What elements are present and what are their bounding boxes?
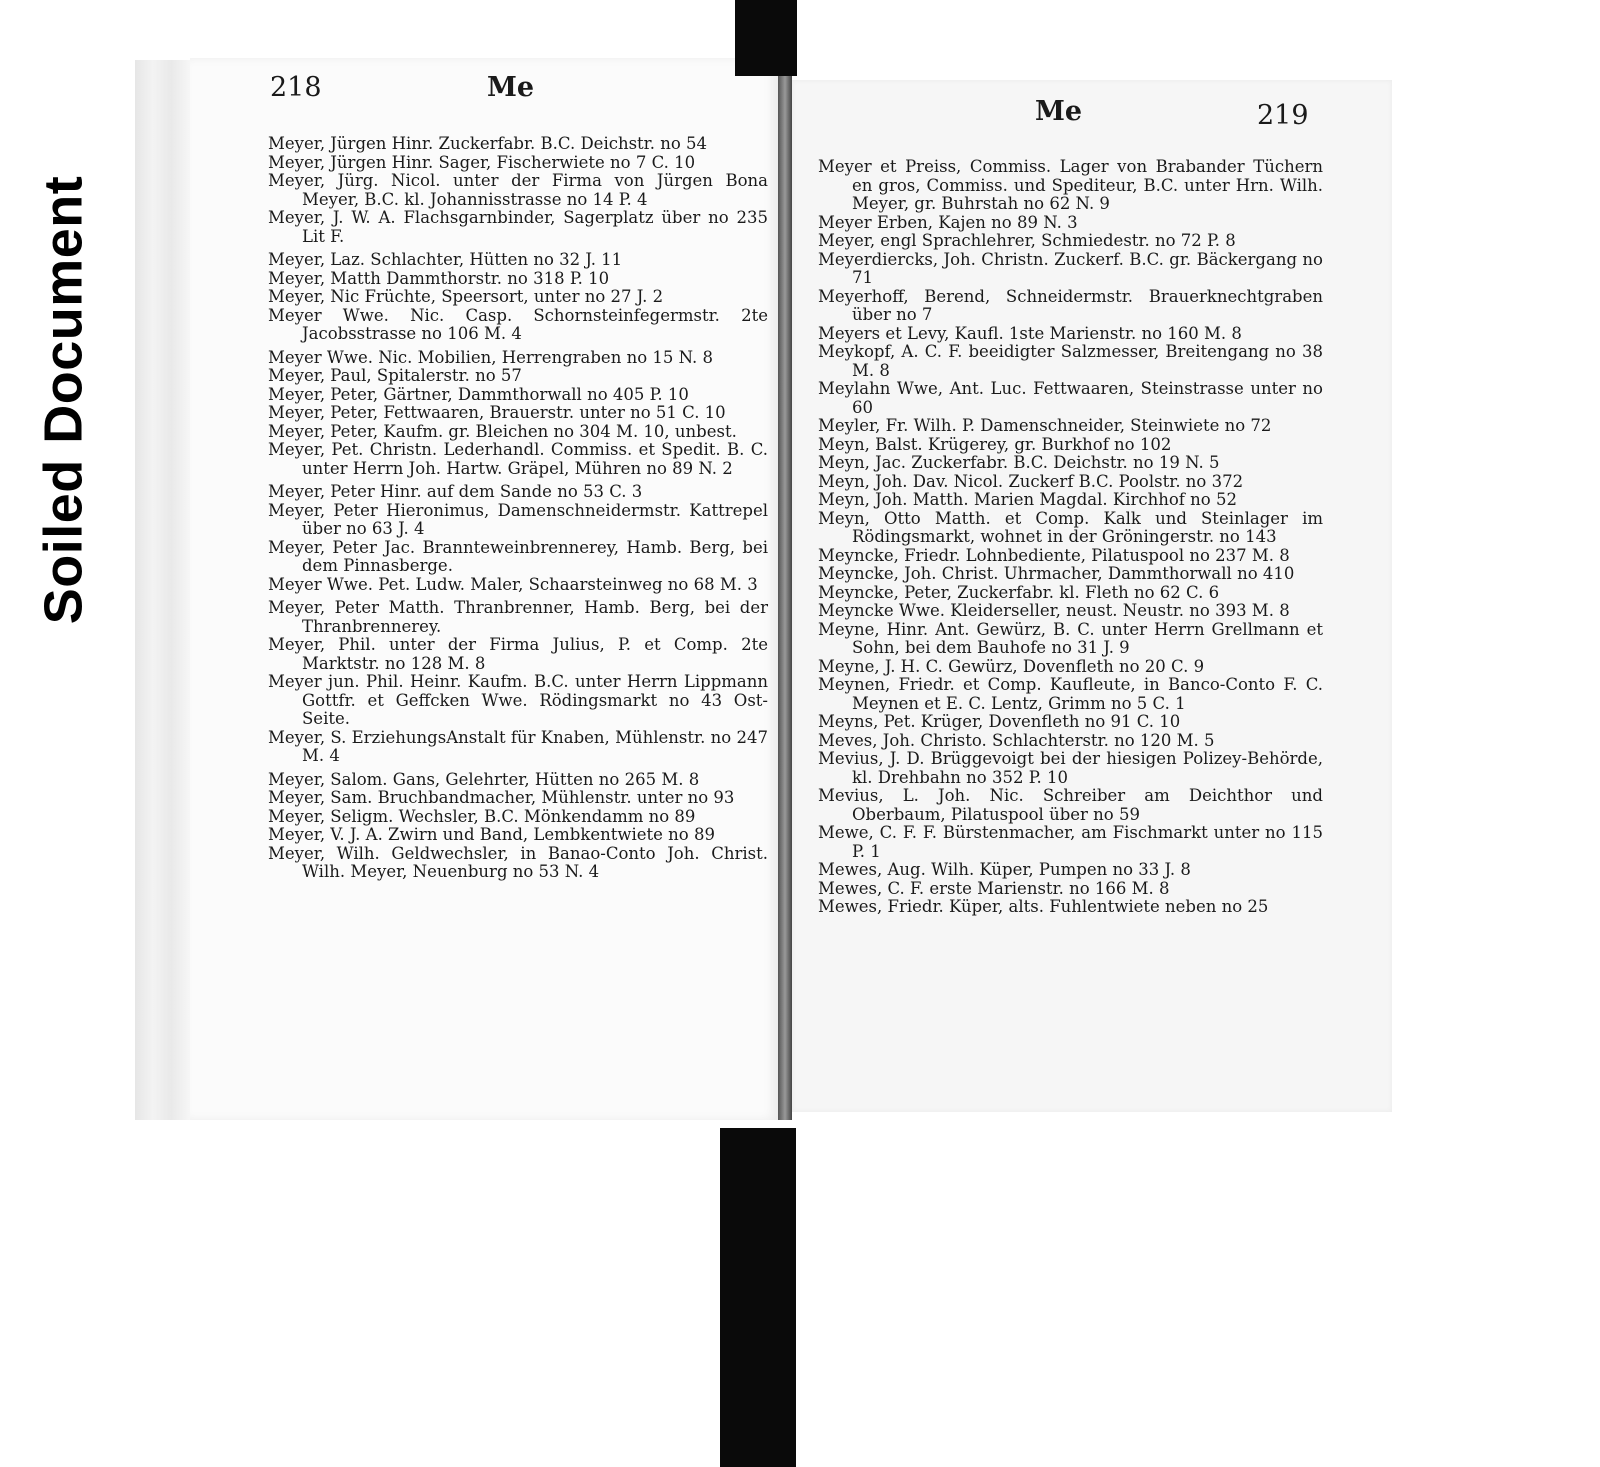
directory-entry: Meves, Joh. Christo. Schlachterstr. no 120 M. 5 <box>818 730 1215 750</box>
directory-entry: Meyncke, Joh. Christ. Uhrmacher, Dammthorwall no 410 <box>818 564 1295 583</box>
directory-entry: Meyer Wwe. Nic. Casp. Schornsteinfegermstr. 2te Jacobsstrasse no 106 M. 4 <box>268 305 768 343</box>
directory-entry: Meyn, Jac. Zuckerfabr. B.C. Deichstr. no 19 N. 5 <box>818 453 1220 472</box>
directory-entry: Meyer, Peter, Kaufm. gr. Bleichen no 304 M. 10, unbest. <box>268 421 737 441</box>
directory-entry: Meyler, Fr. Wilh. P. Damenschneider, Steinwiete no 72 <box>818 416 1272 435</box>
directory-entry: Meyns, Pet. Krüger, Dovenfleth no 91 C. 10 <box>818 712 1181 731</box>
directory-entry: Mewe, C. F. F. Bürstenmacher, am Fischmarkt unter no 115 P. 1 <box>818 823 1323 861</box>
directory-entry: Meyer, S. ErziehungsAnstalt für Knaben, Mühlenstr. no 247 M. 4 <box>268 727 768 765</box>
directory-entry: Meyer, Peter, Fettwaaren, Brauerstr. unter no 51 C. 10 <box>268 403 726 422</box>
directory-entry: Meyer, Sam. Bruchbandmacher, Mühlenstr. unter no 93 <box>268 788 735 807</box>
directory-entry: Meyne, J. H. C. Gewürz, Dovenfleth no 20 C. 9 <box>818 656 1205 676</box>
directory-entry: Mevius, J. D. Brüggevoigt bei der hiesigen Polizey-Behörde, kl. Drehbahn no 352 P. 10 <box>818 749 1323 787</box>
directory-entry: Meyer, engl Sprachlehrer, Schmiedestr. no 72 P. 8 <box>818 231 1236 250</box>
directory-entry: Meyer, J. W. A. Flachsgarnbinder, Sagerplatz über no 235 Lit F. <box>268 208 768 246</box>
left-running-head: Me <box>487 72 535 103</box>
left-page-number: 218 <box>270 72 322 103</box>
directory-entry: Meyerhoff, Berend, Schneidermstr. Brauerknechtgraben über no 7 <box>818 286 1323 324</box>
directory-entry: Meyer, Pet. Christn. Lederhandl. Commiss. et Spedit. B. C. unter Herrn Joh. Hartw. Gräpel, Mühren no 89 N. 2 <box>268 440 768 478</box>
directory-entry: Meyer, Matth Dammthorstr. no 318 P. 10 <box>268 268 610 288</box>
directory-entry: Meylahn Wwe, Ant. Luc. Fettwaaren, Steinstrasse unter no 60 <box>818 379 1323 417</box>
stamp-text: Soiled Document <box>33 175 94 625</box>
directory-entry: Meyer, Peter Jac. Brannteweinbrennerey, Hamb. Berg, bei dem Pinnasberge. <box>268 537 768 575</box>
directory-entry: Meyn, Otto Matth. et Comp. Kalk und Steinlager im Rödingsmarkt, wohnet in der Gröningerstr. no 143 <box>818 508 1323 546</box>
left-entries-list <box>268 135 768 882</box>
scan-bar-top <box>735 0 797 76</box>
directory-entry: Meyer, Wilh. Geldwechsler, in Banao-Conto Joh. Christ. Wilh. Meyer, Neuenburg no 53 N. 4 <box>268 843 768 881</box>
directory-entry: Meyer, Salom. Gans, Gelehrter, Hütten no 265 M. 8 <box>268 769 700 789</box>
right-entries-list <box>818 158 1323 917</box>
directory-entry: Meyer, Nic Früchte, Speersort, unter no 27 J. 2 <box>268 287 664 306</box>
directory-entry: Meyer, Jürgen Hinr. Sager, Fischerwiete no 7 C. 10 <box>268 152 696 172</box>
directory-entry: Meyer, Peter Hinr. auf dem Sande no 53 C. 3 <box>268 482 643 501</box>
directory-entry: Meyncke, Peter, Zuckerfabr. kl. Fleth no 62 C. 6 <box>818 582 1220 602</box>
directory-entry: Meyer, Phil. unter der Firma Julius, P. et Comp. 2te Marktstr. no 128 M. 8 <box>268 635 768 673</box>
directory-entry: Meyer Erben, Kajen no 89 N. 3 <box>818 212 1078 232</box>
directory-entry: Meyer, Seligm. Wechsler, B.C. Mönkendamm no 89 <box>268 806 696 826</box>
directory-entry: Meyer Wwe. Nic. Mobilien, Herrengraben no 15 N. 8 <box>268 347 713 367</box>
directory-entry: Meyer, Jürgen Hinr. Zuckerfabr. B.C. Deichstr. no 54 <box>268 134 708 153</box>
directory-entry: Mewes, Aug. Wilh. Küper, Pumpen no 33 J. 8 <box>818 860 1191 879</box>
directory-entry: Meyer, Paul, Spitalerstr. no 57 <box>268 366 522 385</box>
directory-entry: Meyer Wwe. Pet. Ludw. Maler, Schaarsteinweg no 68 M. 3 <box>268 574 758 594</box>
directory-entry: Meykopf, A. C. F. beeidigter Salzmesser, Breitengang no 38 M. 8 <box>818 342 1323 380</box>
directory-entry: Meyncke, Friedr. Lohnbediente, Pilatuspool no 237 M. 8 <box>818 545 1290 565</box>
right-page-number: 219 <box>1257 100 1309 131</box>
directory-entry: Mewes, Friedr. Küper, alts. Fuhlentwiete neben no 25 <box>818 897 1269 916</box>
directory-entry: Meyn, Joh. Dav. Nicol. Zuckerf B.C. Poolstr. no 372 <box>818 471 1244 491</box>
directory-entry: Meyne, Hinr. Ant. Gewürz, B. C. unter Herrn Grellmann et Sohn, bei dem Bauhofe no 31 J. 9 <box>818 619 1323 657</box>
directory-entry: Meyer, V. J. A. Zwirn und Band, Lembkentwiete no 89 <box>268 825 715 844</box>
directory-entry: Mewes, C. F. erste Marienstr. no 166 M. 8 <box>818 878 1170 898</box>
directory-entry: Meyer, Jürg. Nicol. unter der Firma von Jürgen Bona Meyer, B.C. kl. Johannisstrasse no 14 P. 4 <box>268 171 768 209</box>
book-page-edges <box>135 60 195 1120</box>
directory-entry: Meyer, Peter Hieronimus, Damenschneidermstr. Kattrepel über no 63 J. 4 <box>268 500 768 538</box>
directory-entry: Meyer jun. Phil. Heinr. Kaufm. B.C. unter Herrn Lippmann Gottfr. et Geffcken Wwe. Rödingsmarkt no 43 Ost-Seite. <box>268 672 768 728</box>
directory-entry: Meyer et Preiss, Commiss. Lager von Brabander Tüchern en gros, Commiss. und Spediteur, B.C. unter Hrn. Wilh. Meyer, gr. Buhrstah no 62 N. 9 <box>818 157 1323 213</box>
soiled-document-stamp <box>18 140 108 660</box>
book-gutter <box>778 70 792 1120</box>
directory-entry: Mevius, L. Joh. Nic. Schreiber am Deichthor und Oberbaum, Pilatuspool über no 59 <box>818 786 1323 824</box>
directory-entry: Meyer, Laz. Schlachter, Hütten no 32 J. 11 <box>268 250 623 269</box>
directory-entry: Meyerdiercks, Joh. Christn. Zuckerf. B.C. gr. Bäckergang no 71 <box>818 249 1323 287</box>
directory-entry: Meyers et Levy, Kaufl. 1ste Marienstr. no 160 M. 8 <box>818 323 1242 343</box>
directory-entry: Meyn, Balst. Krügerey, gr. Burkhof no 102 <box>818 434 1172 454</box>
scan-bar-bottom <box>720 1128 796 1467</box>
directory-entry: Meynen, Friedr. et Comp. Kaufleute, in Banco-Conto F. C. Meynen et E. C. Lentz, Grimm no 5 C. 1 <box>818 675 1323 713</box>
directory-entry: Meyer, Peter Matth. Thranbrenner, Hamb. Berg, bei der Thranbrennerey. <box>268 598 768 636</box>
directory-entry: Meyn, Joh. Matth. Marien Magdal. Kirchhof no 52 <box>818 490 1237 509</box>
right-running-head: Me <box>1035 96 1083 127</box>
directory-entry: Meyer, Peter, Gärtner, Dammthorwall no 405 P. 10 <box>268 384 689 404</box>
directory-entry: Meyncke Wwe. Kleiderseller, neust. Neustr. no 393 M. 8 <box>818 601 1290 620</box>
